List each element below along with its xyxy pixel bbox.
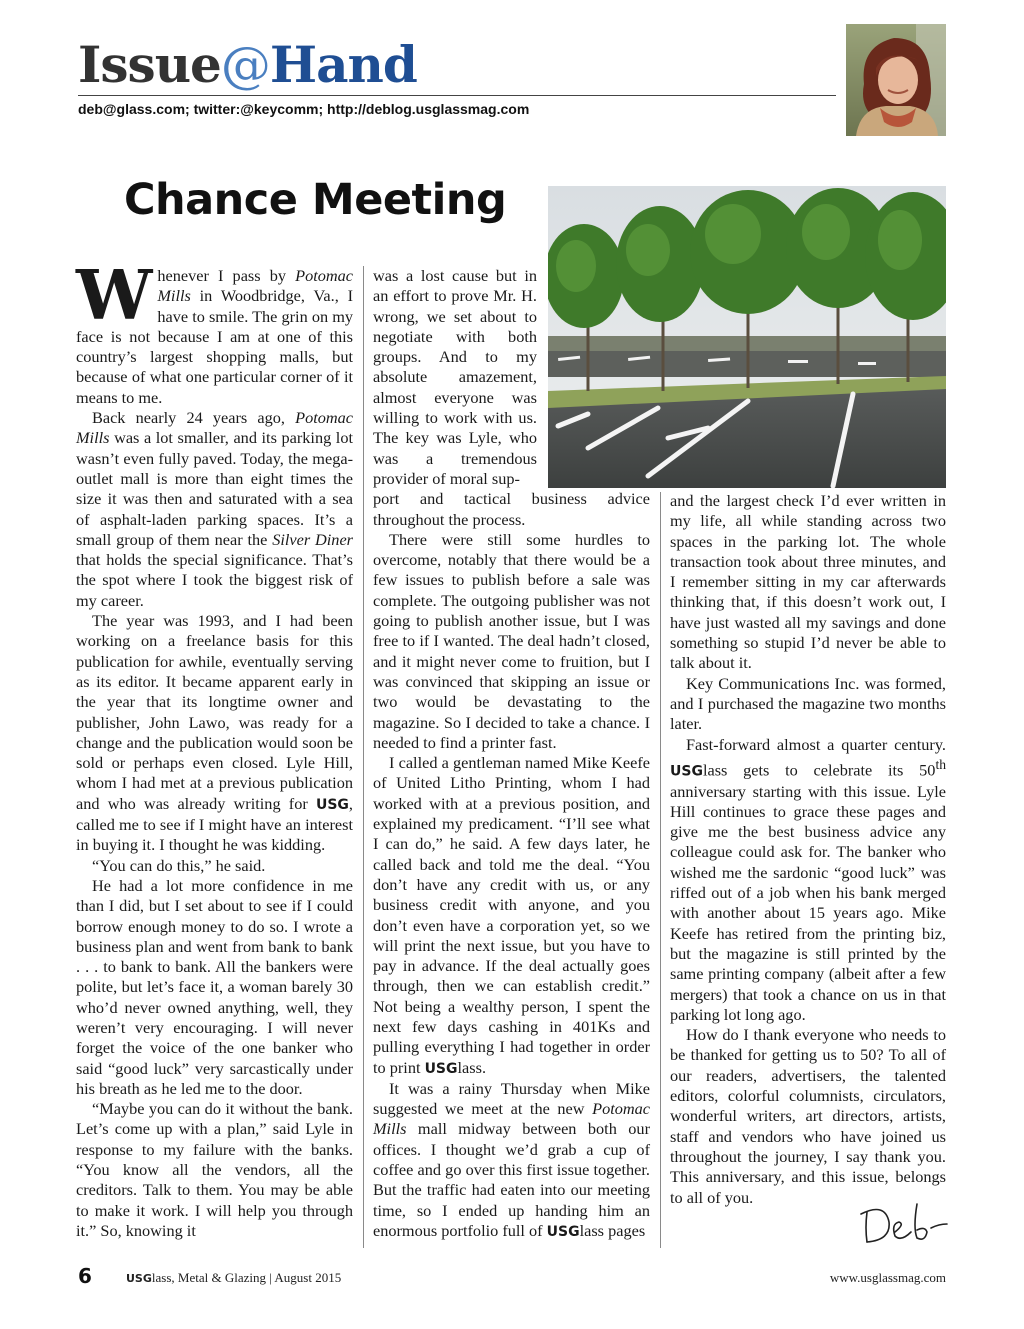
brand-usg: USG: [670, 763, 703, 780]
paragraph-3: The year was 1993, and I had been working on a freelance basis for this publication for awhile, eventually serving as its editor. It became apparent early in the year that its longtime owner and publisher, John Lawo, was ready for a change and the publication would soon be sold or perhaps even closed. Lyle Hill, whom I had met at a previous publication and who was already writing for USG, called me to see if I might have an interest in buying it. I thought he was kidding.: [76, 611, 353, 855]
title-at: @: [220, 36, 270, 94]
title-issue: Issue: [78, 35, 221, 94]
brand-usg: USG: [126, 1272, 152, 1285]
paragraph-10: Key Communications Inc. was formed, and I purchased the magazine two months later.: [670, 673, 946, 734]
article-column-1: [76, 256, 354, 1241]
column-rule-left: [363, 266, 364, 1248]
paragraph-1: Whenever I pass by Potomac Mills in Woodbridge, Va., I have to smile. The grin on my face is not because I am at one of this country’s largest shopping malls, but because of what one particular corner of it means to me.: [76, 256, 353, 407]
column-rule-right: [660, 492, 661, 1248]
issue-date: August 2015: [274, 1270, 342, 1285]
publication-footer: USGlass, Metal & Glazing | August 2015: [126, 1270, 342, 1285]
article-column-3: [670, 491, 946, 1208]
author-signature: [855, 1198, 950, 1248]
paragraph-6-end: port and tactical business advice throughout the process.: [373, 489, 650, 529]
article-column-2: [373, 266, 650, 1242]
paragraph-9-continued: and the largest check I’d ever written in my life, all while standing across two spaces in the parking lot. The whole transaction took about three minutes, and I remember sitting in my car afterwards thinking that, if this doesn’t work out, I have just wasted all my savings and done something so stupid I’d never be able to talk about it.: [670, 491, 946, 673]
paragraph-6: “Maybe you can do it without the bank. Let’s come up with a plan,” said Lyle in response to my failure with the banks. “You know all the vendors, all the creditors. Talk to them. You may be able to make it work. I will help you through it.” So, knowing it: [76, 1099, 353, 1240]
paragraph-2: Back nearly 24 years ago, Potomac Mills was a lot smaller, and its parking lot wasn’t even fully paved. Today, the mega-outlet mall is more than eight times the size it was then and saturated with a sea of asphalt-laden parking spaces. It’s a small group of them near the Silver Diner that holds the special significance. That’s the spot where I took the biggest risk of my career.: [76, 408, 354, 610]
paragraph-5: He had a lot more confidence in me than I did, but I set about to see if I could borrow enough money to do so. I wrote a business plan and went from bank to bank . . . to bank to bank. All the bankers were polite, but let’s face it, a woman barely 30 who’d never owned anything, well, they weren’t very encouraging. I will never forget the voice of the one banker who said “good luck” very sarcastically under his breath as he led me to the door.: [76, 875, 353, 1098]
paragraph-11: Fast-forward almost a quarter century. USGlass gets to celebrate its 50th anniversary starting with this issue. Lyle Hill continues to grace these pages and give me the best business advice any colleague could ask for. The banker who wished me the sardonic “good luck” was riffed out of a job when his bank merged with another about 15 years ago. Mike Keefe has retired from the printing biz, but the magazine is still printed by the same printing company (albeit after a few mergers) that took a chance on us in that parking lot long ago.: [670, 734, 946, 1024]
article-headline: Chance Meeting: [124, 175, 507, 225]
author-portrait: [846, 24, 946, 136]
paragraph-6-continued: was a lost cause but in an effort to prove Mr. H. wrong, we set about to negotiate with both groups. And to my absolute amazement, almost everyone was willing to work with us. The key was Lyle, who was a tremendous provider of moral sup-: [373, 266, 537, 488]
brand-usg: USG: [424, 1060, 458, 1077]
paragraph-8: I called a gentleman named Mike Keefe of United Litho Printing, whom I had worked with at a previous position, and explained my predicament. “I’ll see what I can do,” he said. A few days later, he called back and told me the deal. “You don’t have any credit with us, or any business credit with anyone, and you don’t even have a corporation yet, so we will print the next issue, but you have to pay in advance. If the deal actually goes through, then we can establish credit.” Not being a wealthy person, I spent the next few days cashing in 401Ks and pulling everything I had together in order to print USGlass.: [373, 753, 650, 1077]
masthead-rule: [78, 95, 836, 96]
contact-line: deb@glass.com; twitter:@keycomm; http://deblog.usglassmag.com: [78, 101, 530, 117]
drop-cap: W: [76, 256, 153, 336]
title-hand: Hand: [269, 35, 417, 94]
column-title: [78, 35, 417, 94]
paragraph-9: It was a rainy Thursday when Mike suggested we meet at the new Potomac Mills mall midway between both our offices. I thought we’d grab a cup of coffee and go over this first issue together. But the traffic had eaten into our meeting time, so I ended up handing him an enormous portfolio full of USGlass pages: [373, 1078, 650, 1240]
footer-separator: |: [269, 1270, 272, 1285]
paragraph-4: “You can do this,” he said.: [92, 855, 266, 875]
paragraph-7: There were still some hurdles to overcome, notably that there would be a few issues to publish before a sale was complete. The outgoing publisher was not going to publish another issue, but I was free to if I wanted. The deal hadn’t closed, and it might never come to fruition, but I was convinced that skipping an issue or two would be devastating to the magazine. So I decided to take a chance. I needed to find a printer fast.: [373, 529, 650, 752]
page-number: 6: [78, 1264, 92, 1288]
paragraph-12: How do I thank everyone who needs to be thanked for getting us to 50? To all of our readers, advertisers, the talented editors, colorful columnists, circulators, wonderful writers, art directors, artists, staff and vendors who have joined us throughout the journey, I say thank you. This anniversary, and this issue, belongs to all of you.: [670, 1025, 946, 1207]
brand-usg: USG: [546, 1223, 580, 1240]
brand-usg: USG: [315, 796, 349, 813]
footer-url: www.usglassmag.com: [829, 1270, 946, 1285]
